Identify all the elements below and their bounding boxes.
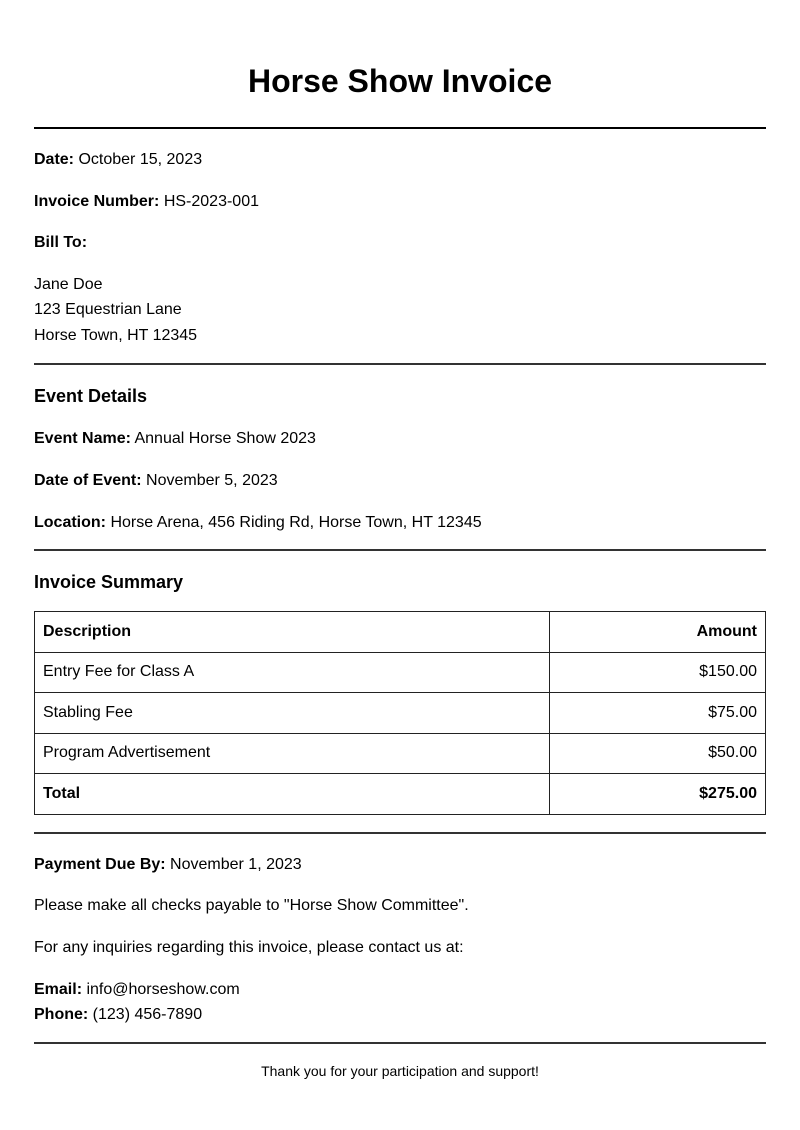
table-row: [35, 733, 766, 774]
footer-divider: [34, 1042, 766, 1044]
bill-to-street: 123 Equestrian Lane: [34, 301, 182, 318]
table-row: [35, 693, 766, 734]
bill-to-name: Jane Doe: [34, 276, 103, 293]
contact-email: [34, 980, 240, 1000]
invoice-number-label: Invoice Number:: [34, 193, 160, 210]
inquiry-note: For any inquiries regarding this invoice, please contact us at:: [34, 939, 464, 956]
event-date-value: November 5, 2023: [146, 472, 278, 489]
table-header-row: [35, 612, 766, 653]
event-location: [34, 513, 482, 533]
payment-due: [34, 855, 302, 875]
invoice-summary-table: [34, 611, 766, 815]
event-date: [34, 471, 278, 491]
footer-thanks: Thank you for your participation and support!: [261, 1063, 539, 1079]
total-row: [35, 774, 766, 815]
section-divider: [34, 832, 766, 834]
page-title: Horse Show Invoice: [247, 63, 553, 99]
column-header-amount: Amount: [550, 612, 766, 653]
bill-to-label: Bill To:: [34, 234, 88, 251]
contact-email-label: Email:: [34, 981, 83, 998]
row-description: Entry Fee for Class A: [35, 652, 550, 693]
checks-payable-note: Please make all checks payable to "Horse Show Committee".: [34, 897, 469, 914]
event-location-value: Horse Arena, 456 Riding Rd, Horse Town, HT 12345: [110, 514, 482, 531]
row-description: Program Advertisement: [35, 733, 550, 774]
invoice-date: [34, 150, 202, 170]
event-name-label: Event Name:: [34, 430, 131, 447]
row-amount: $75.00: [550, 693, 766, 734]
row-amount: $150.00: [550, 652, 766, 693]
invoice-date-label: Date:: [34, 151, 75, 168]
invoice-number: [34, 192, 259, 212]
invoice-number-value: HS-2023-001: [163, 193, 259, 210]
event-details-heading: Event Details: [34, 386, 148, 406]
payment-due-label: Payment Due By:: [34, 856, 166, 873]
table-row: [35, 652, 766, 693]
invoice-summary-heading: Invoice Summary: [34, 572, 184, 592]
title-divider: [34, 127, 766, 129]
event-name-value: Annual Horse Show 2023: [134, 430, 316, 447]
invoice-date-value: October 15, 2023: [78, 151, 203, 168]
total-amount: $275.00: [550, 774, 766, 815]
column-header-description: Description: [35, 612, 550, 653]
total-label: Total: [35, 774, 550, 815]
event-date-label: Date of Event:: [34, 472, 142, 489]
contact-phone-value: (123) 456-7890: [92, 1006, 203, 1023]
contact-phone: [34, 1005, 202, 1025]
row-amount: $50.00: [550, 733, 766, 774]
contact-email-value: info@horseshow.com: [86, 981, 240, 998]
section-divider: [34, 549, 766, 551]
bill-to-label-line: [34, 233, 87, 253]
contact-phone-label: Phone:: [34, 1006, 89, 1023]
event-name: [34, 429, 316, 449]
bill-to-city: Horse Town, HT 12345: [34, 327, 198, 344]
section-divider: [34, 363, 766, 365]
row-description: Stabling Fee: [35, 693, 550, 734]
event-location-label: Location:: [34, 514, 106, 531]
payment-due-value: November 1, 2023: [170, 856, 302, 873]
